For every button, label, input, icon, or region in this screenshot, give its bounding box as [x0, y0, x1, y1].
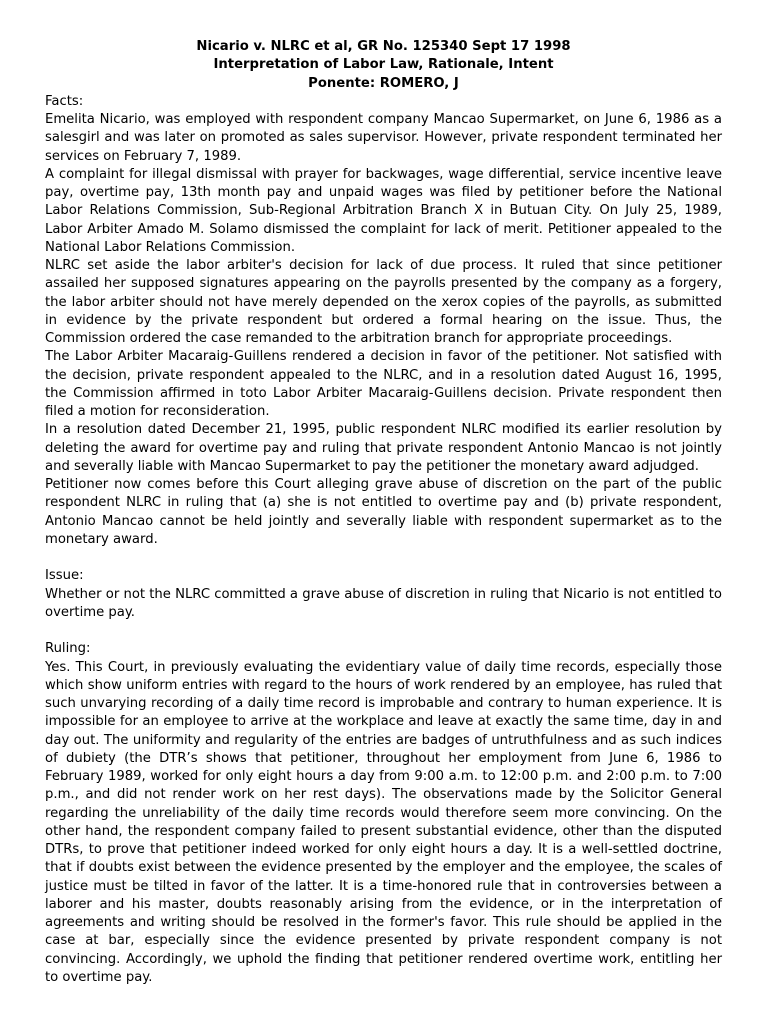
document-body [45, 93, 722, 987]
case-subtitle: Interpretation of Labor Law, Rationale, Intent [213, 57, 554, 73]
ruling-label: Ruling: [45, 641, 91, 657]
facts-paragraph-4: The Labor Arbiter Macaraig-Guillens rendered a decision in favor of the petitioner. Not satisfied with the decision, private respondent appealed to the NLRC, and in a resolution dated August 16, 1995, the Commission affirmed in toto Labor Arbiter Macaraig-Guillens decision. Private respondent then filed a motion for reconsideration. [45, 349, 722, 420]
section-spacer [45, 622, 722, 640]
issue-label: Issue: [45, 568, 84, 584]
ruling-text: Yes. This Court, in previously evaluating the evidentiary value of daily time records, especially those which show uniform entries with regard to the hours of work rendered by an employee, has ruled that such unvarying recording of a daily time record is improbable and contrary to human experience. It is impossible for an employee to arrive at the workplace and leave at exactly the same time, day in and day out. The uniformity and regularity of the entries are badges of untruthfulness and as such indices of dubiety (the DTR’s shows that petitioner, throughout her employment from June 6, 1986 to February 1989, worked for only eight hours a day from 9:00 a.m. to 12:00 p.m. and 2:00 p.m. to 7:00 p.m., and did not render work on her rest days). The observations made by the Solicitor General regarding the unreliability of the daily time records would therefore seem more convincing. On the other hand, the respondent company failed to present substantial evidence, other than the disputed DTRs, to prove that petitioner indeed worked for only eight hours a day. It is a well-settled doctrine, that if doubts exist between the evidence presented by the employer and the employee, the scales of justice must be tilted in favor of the latter. It is a time-honored rule that in controversies between a laborer and his master, doubts reasonably arising from the evidence, or in the interpretation of agreements and writing should be resolved in the former's favor. This rule should be applied in the case at bar, especially since the evidence presented by private respondent company is not convincing. Accordingly, we uphold the finding that petitioner rendered overtime work, entitling her to overtime pay. [45, 659, 722, 985]
case-title: Nicario v. NLRC et al, GR No. 125340 Sept 17 1998 [196, 39, 571, 54]
facts-paragraph-6: Petitioner now comes before this Court alleging grave abuse of discretion on the part of the public respondent NLRC in ruling that (a) she is not entitled to overtime pay and (b) private respondent, Antonio Mancao cannot be held jointly and severally liable with respondent supermarket as to the monetary award. [45, 477, 722, 547]
case-header [45, 38, 722, 93]
issue-text: Whether or not the NLRC committed a grave abuse of discretion in ruling that Nicario is not entitled to overtime pay. [45, 586, 722, 620]
case-ponente: Ponente: ROMERO, J [308, 75, 459, 91]
facts-paragraph-3: NLRC set aside the labor arbiter's decision for lack of due process. It ruled that since petitioner assailed her supposed signatures appearing on the payrolls presented by the company as a forgery, the labor arbiter should not have merely depended on the xerox copies of the payrolls, as submitted in evidence by the private respondent but ordered a formal hearing on the issue. Thus, the Commission ordered the case remanded to the arbitration branch for appropriate proceedings. [45, 258, 722, 347]
facts-paragraph-2: A complaint for illegal dismissal with prayer for backwages, wage differential, service incentive leave pay, overtime pay, 13th month pay and unpaid wages was filed by petitioner before the National Labor Relations Commission, Sub-Regional Arbitration Branch X in Butuan City. On July 25, 1989, Labor Arbiter Amado M. Solamo dismissed the complaint for lack of merit. Petitioner appealed to the National Labor Relations Commission. [45, 166, 722, 255]
facts-paragraph-1: Emelita Nicario, was employed with respondent company Mancao Supermarket, on June 6, 1986 as a salesgirl and was later on promoted as sales supervisor. However, private respondent terminated her services on February 7, 1989. [45, 112, 722, 164]
facts-label: Facts: [45, 93, 84, 109]
section-spacer [45, 549, 722, 567]
facts-paragraph-5: In a resolution dated December 21, 1995, public respondent NLRC modified its earlier resolution by deleting the award for overtime pay and ruling that private respondent Antonio Mancao is not jointly and severally liable with Mancao Supermarket to pay the petitioner the monetary award adjudged. [45, 422, 722, 474]
